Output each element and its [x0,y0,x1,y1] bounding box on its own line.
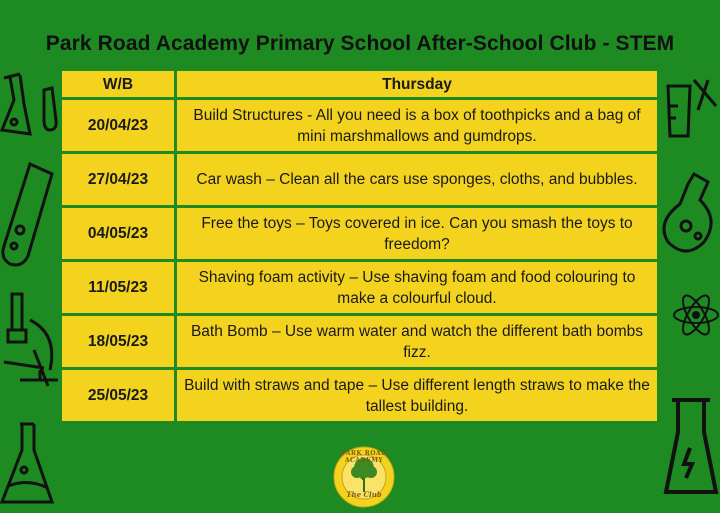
school-logo [333,446,395,508]
table-row [61,99,659,153]
row-activity: Shaving foam activity – Use shaving foam and food colouring to make a colourful cloud. [176,261,659,315]
table-header-row [61,70,659,99]
logo-bottom-text: The Club [346,490,382,499]
round-flask-icon [660,170,720,260]
flask-icon [0,70,60,140]
row-activity: Build with straws and tape – Use different length straws to make the tallest building. [176,369,659,423]
header-week: W/B [61,70,176,99]
row-activity: Bath Bomb – Use warm water and watch the different bath bombs fizz. [176,315,659,369]
flask-icon [0,420,58,509]
table-row [61,315,659,369]
row-activity: Build Structures - All you need is a box of toothpicks and a bag of mini marshmallows and gumdrops. [176,99,659,153]
row-date: 20/04/23 [61,99,176,153]
row-date: 11/05/23 [61,261,176,315]
page-title: Park Road Academy Primary School After-School Club - STEM [45,32,675,55]
row-date: 27/04/23 [61,153,176,207]
table-row [61,207,659,261]
row-date: 18/05/23 [61,315,176,369]
test-tube-icon [0,160,60,270]
row-date: 04/05/23 [61,207,176,261]
table-row [61,153,659,207]
logo-top-text: PARK ROAD ACADEMY [341,450,387,464]
table-row [61,369,659,423]
table-row [61,261,659,315]
beaker-icon [664,76,720,146]
atom-icon [672,285,720,345]
conical-flask-icon [662,392,720,509]
row-date: 25/05/23 [61,369,176,423]
row-activity: Car wash – Clean all the cars use sponges, cloths, and bubbles. [176,153,659,207]
header-day: Thursday [176,70,659,99]
schedule-table [59,68,660,424]
row-activity: Free the toys – Toys covered in ice. Can you smash the toys to freedom? [176,207,659,261]
microscope-icon [0,290,62,400]
